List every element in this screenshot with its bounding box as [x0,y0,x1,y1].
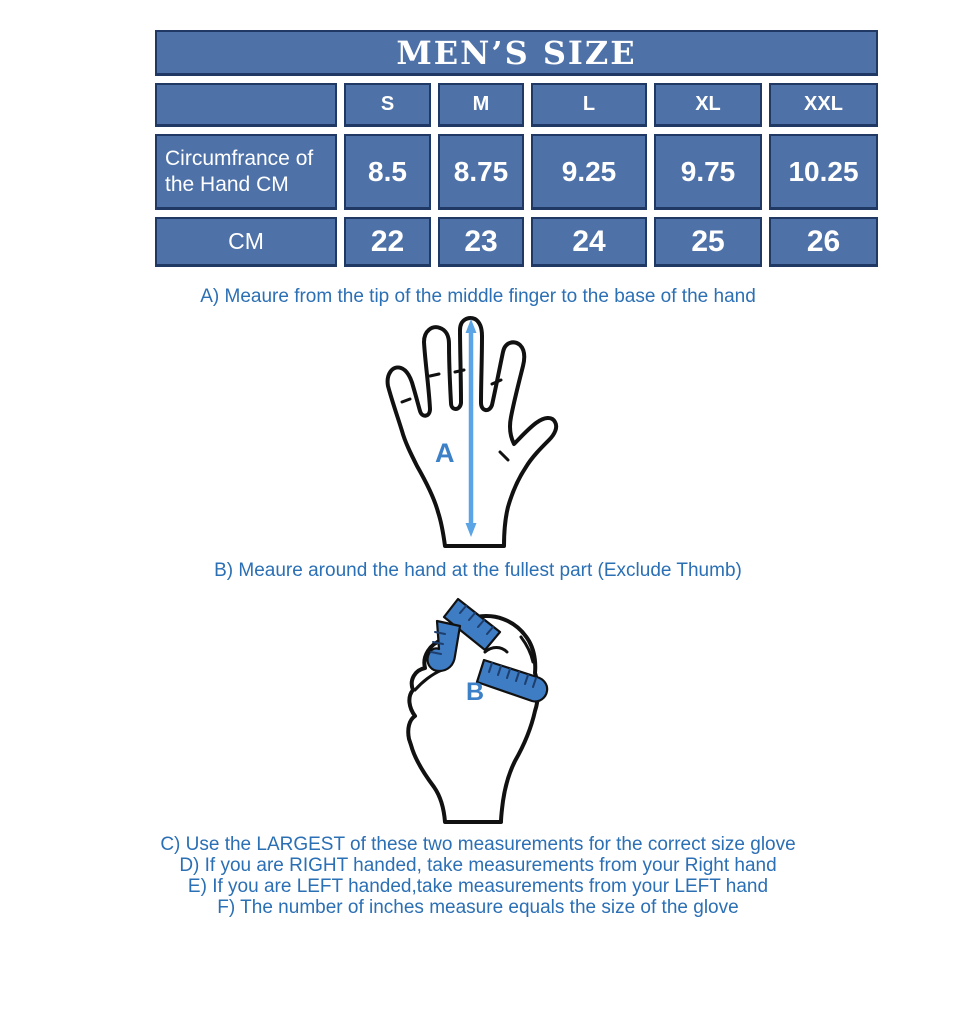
row-label-cm: CM [155,217,337,267]
table-grid [155,83,878,267]
fist-diagram-icon [388,590,573,825]
instruction-f: F) The number of inches measure equals the size of the glove [217,897,739,918]
cm-value-s: 22 [344,217,431,267]
size-header-m: M [438,83,524,127]
size-header-xl: XL [654,83,762,127]
hand-measurement-figure [373,313,563,548]
circumference-value-xl: 9.75 [654,134,762,210]
circumference-value-m: 8.75 [438,134,524,210]
instruction-d: D) If you are RIGHT handed, take measurements from your Right hand [179,855,777,876]
instruction-c: C) Use the LARGEST of these two measurements for the correct size glove [160,834,796,855]
instruction-notes [0,834,956,918]
size-header-xxl: XXL [769,83,878,127]
instruction-a: A) Meaure from the tip of the middle finger to the base of the hand [200,286,756,307]
instruction-b: B) Meaure around the hand at the fullest part (Exclude Thumb) [214,560,742,581]
table-title: MEN’S SIZE [155,30,878,76]
cm-value-l: 24 [531,217,647,267]
corner-cell [155,83,337,127]
cm-value-m: 23 [438,217,524,267]
instruction-e: E) If you are LEFT handed,take measurements from your LEFT hand [187,876,769,897]
circumference-value-l: 9.25 [531,134,647,210]
row-label-circumference: Circumfrance of the Hand CM [155,134,337,210]
size-header-l: L [531,83,647,127]
cm-value-xl: 25 [654,217,762,267]
circumference-value-s: 8.5 [344,134,431,210]
size-header-s: S [344,83,431,127]
size-table [155,30,878,267]
cm-value-xxl: 26 [769,217,878,267]
open-hand-diagram-icon [373,313,563,548]
diagram-label-b: B [466,678,485,706]
circumference-value-xxl: 10.25 [769,134,878,210]
fist-measurement-figure [388,590,573,825]
diagram-label-a: A [435,438,455,468]
